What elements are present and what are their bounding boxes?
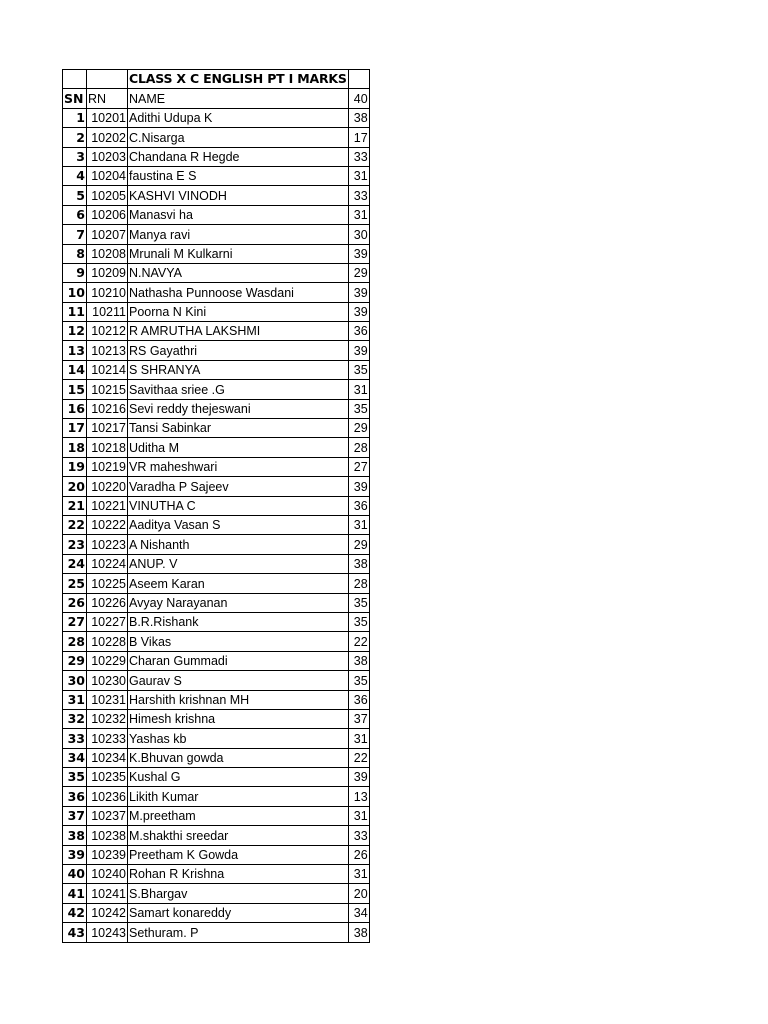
row-rn: 10206 <box>87 205 128 224</box>
table-row <box>63 399 370 418</box>
table-row <box>63 671 370 690</box>
row-sn: 37 <box>63 806 87 825</box>
row-marks: 29 <box>348 419 369 438</box>
row-rn: 10208 <box>87 244 128 263</box>
row-sn: 33 <box>63 729 87 748</box>
row-rn: 10226 <box>87 593 128 612</box>
row-sn: 14 <box>63 360 87 379</box>
row-marks: 31 <box>348 205 369 224</box>
row-rn: 10205 <box>87 186 128 205</box>
row-marks: 27 <box>348 457 369 476</box>
row-rn: 10203 <box>87 147 128 166</box>
title-row-sn-cell <box>63 70 87 89</box>
row-rn: 10215 <box>87 380 128 399</box>
row-name: Himesh krishna <box>128 709 349 728</box>
row-rn: 10217 <box>87 419 128 438</box>
row-name: Preetham K Gowda <box>128 845 349 864</box>
row-name: Gaurav S <box>128 671 349 690</box>
row-sn: 32 <box>63 709 87 728</box>
row-name: Mrunali M Kulkarni <box>128 244 349 263</box>
row-name: S.Bhargav <box>128 884 349 903</box>
row-name: K.Bhuvan gowda <box>128 748 349 767</box>
row-rn: 10239 <box>87 845 128 864</box>
row-marks: 26 <box>348 845 369 864</box>
table-row <box>63 574 370 593</box>
table-row <box>63 302 370 321</box>
row-marks: 28 <box>348 574 369 593</box>
row-sn: 36 <box>63 787 87 806</box>
row-sn: 18 <box>63 438 87 457</box>
row-marks: 20 <box>348 884 369 903</box>
row-sn: 16 <box>63 399 87 418</box>
row-marks: 31 <box>348 865 369 884</box>
row-name: Rohan R Krishna <box>128 865 349 884</box>
row-rn: 10213 <box>87 341 128 360</box>
row-marks: 28 <box>348 438 369 457</box>
row-sn: 11 <box>63 302 87 321</box>
row-sn: 26 <box>63 593 87 612</box>
table-row <box>63 612 370 631</box>
row-rn: 10210 <box>87 283 128 302</box>
row-sn: 5 <box>63 186 87 205</box>
row-marks: 33 <box>348 147 369 166</box>
row-name: ANUP. V <box>128 554 349 573</box>
table-row <box>63 768 370 787</box>
table-row <box>63 690 370 709</box>
row-name: VR maheshwari <box>128 457 349 476</box>
row-rn: 10224 <box>87 554 128 573</box>
row-sn: 42 <box>63 903 87 922</box>
row-marks: 30 <box>348 225 369 244</box>
row-marks: 39 <box>348 341 369 360</box>
row-marks: 34 <box>348 903 369 922</box>
row-name: B Vikas <box>128 632 349 651</box>
table-row <box>63 787 370 806</box>
table-row <box>63 341 370 360</box>
table-row <box>63 903 370 922</box>
row-sn: 9 <box>63 263 87 282</box>
table-row <box>63 923 370 942</box>
table-row <box>63 865 370 884</box>
marks-table <box>62 69 370 943</box>
row-sn: 3 <box>63 147 87 166</box>
table-row <box>63 186 370 205</box>
row-name: M.preetham <box>128 806 349 825</box>
row-name: RS Gayathri <box>128 341 349 360</box>
row-sn: 20 <box>63 477 87 496</box>
row-rn: 10209 <box>87 263 128 282</box>
row-sn: 10 <box>63 283 87 302</box>
row-rn: 10241 <box>87 884 128 903</box>
row-name: Savithaa sriee .G <box>128 380 349 399</box>
row-sn: 12 <box>63 322 87 341</box>
row-name: Chandana R Hegde <box>128 147 349 166</box>
row-rn: 10204 <box>87 166 128 185</box>
table-row <box>63 729 370 748</box>
row-sn: 40 <box>63 865 87 884</box>
title-row-rn-cell <box>87 70 128 89</box>
row-marks: 35 <box>348 612 369 631</box>
title-row <box>63 70 370 89</box>
row-rn: 10237 <box>87 806 128 825</box>
row-sn: 38 <box>63 826 87 845</box>
row-rn: 10234 <box>87 748 128 767</box>
row-rn: 10232 <box>87 709 128 728</box>
table-row <box>63 360 370 379</box>
table-row <box>63 515 370 534</box>
row-marks: 38 <box>348 651 369 670</box>
table-row <box>63 380 370 399</box>
row-rn: 10238 <box>87 826 128 845</box>
row-marks: 36 <box>348 496 369 515</box>
row-marks: 35 <box>348 360 369 379</box>
row-sn: 29 <box>63 651 87 670</box>
row-sn: 27 <box>63 612 87 631</box>
row-sn: 6 <box>63 205 87 224</box>
row-sn: 43 <box>63 923 87 942</box>
row-marks: 29 <box>348 263 369 282</box>
row-name: Uditha M <box>128 438 349 457</box>
row-sn: 23 <box>63 535 87 554</box>
row-marks: 31 <box>348 729 369 748</box>
table-row <box>63 748 370 767</box>
row-marks: 36 <box>348 690 369 709</box>
row-name: Likith Kumar <box>128 787 349 806</box>
table-row <box>63 322 370 341</box>
row-name: Varadha P Sajeev <box>128 477 349 496</box>
row-sn: 41 <box>63 884 87 903</box>
row-name: VINUTHA C <box>128 496 349 515</box>
row-sn: 35 <box>63 768 87 787</box>
table-row <box>63 244 370 263</box>
header-row <box>63 89 370 108</box>
row-rn: 10221 <box>87 496 128 515</box>
row-sn: 24 <box>63 554 87 573</box>
table-row <box>63 632 370 651</box>
row-name: Tansi Sabinkar <box>128 419 349 438</box>
table-row <box>63 166 370 185</box>
row-marks: 31 <box>348 806 369 825</box>
row-sn: 30 <box>63 671 87 690</box>
row-marks: 33 <box>348 186 369 205</box>
row-rn: 10220 <box>87 477 128 496</box>
row-marks: 31 <box>348 380 369 399</box>
table-row <box>63 225 370 244</box>
row-rn: 10228 <box>87 632 128 651</box>
row-marks: 38 <box>348 923 369 942</box>
row-rn: 10242 <box>87 903 128 922</box>
table-row <box>63 457 370 476</box>
row-rn: 10231 <box>87 690 128 709</box>
row-marks: 22 <box>348 632 369 651</box>
row-rn: 10243 <box>87 923 128 942</box>
row-marks: 31 <box>348 166 369 185</box>
row-rn: 10233 <box>87 729 128 748</box>
table-row <box>63 419 370 438</box>
row-sn: 39 <box>63 845 87 864</box>
table-row <box>63 806 370 825</box>
row-rn: 10214 <box>87 360 128 379</box>
row-name: faustina E S <box>128 166 349 185</box>
row-name: Sethuram. P <box>128 923 349 942</box>
row-name: Charan Gummadi <box>128 651 349 670</box>
row-name: Avyay Narayanan <box>128 593 349 612</box>
row-sn: 15 <box>63 380 87 399</box>
row-sn: 2 <box>63 128 87 147</box>
row-marks: 35 <box>348 399 369 418</box>
row-rn: 10201 <box>87 108 128 127</box>
row-sn: 4 <box>63 166 87 185</box>
row-marks: 31 <box>348 515 369 534</box>
table-row <box>63 826 370 845</box>
row-rn: 10218 <box>87 438 128 457</box>
row-name: KASHVI VINODH <box>128 186 349 205</box>
table-row <box>63 845 370 864</box>
row-sn: 1 <box>63 108 87 127</box>
row-sn: 34 <box>63 748 87 767</box>
row-marks: 22 <box>348 748 369 767</box>
row-marks: 39 <box>348 302 369 321</box>
row-marks: 36 <box>348 322 369 341</box>
row-sn: 31 <box>63 690 87 709</box>
row-marks: 39 <box>348 477 369 496</box>
row-rn: 10222 <box>87 515 128 534</box>
row-marks: 38 <box>348 554 369 573</box>
row-rn: 10236 <box>87 787 128 806</box>
row-marks: 38 <box>348 108 369 127</box>
table-row <box>63 128 370 147</box>
row-name: B.R.Rishank <box>128 612 349 631</box>
row-marks: 33 <box>348 826 369 845</box>
row-marks: 39 <box>348 283 369 302</box>
table-row <box>63 884 370 903</box>
row-rn: 10227 <box>87 612 128 631</box>
row-name: Kushal G <box>128 768 349 787</box>
row-marks: 39 <box>348 244 369 263</box>
row-sn: 21 <box>63 496 87 515</box>
row-marks: 29 <box>348 535 369 554</box>
header-name: NAME <box>128 89 349 108</box>
table-row <box>63 283 370 302</box>
row-name: S SHRANYA <box>128 360 349 379</box>
header-max-marks: 40 <box>348 89 369 108</box>
row-sn: 13 <box>63 341 87 360</box>
row-name: R AMRUTHA LAKSHMI <box>128 322 349 341</box>
row-sn: 17 <box>63 419 87 438</box>
table-row <box>63 593 370 612</box>
header-rn: RN <box>87 89 128 108</box>
row-sn: 7 <box>63 225 87 244</box>
row-name: Harshith krishnan MH <box>128 690 349 709</box>
table-row <box>63 709 370 728</box>
row-sn: 8 <box>63 244 87 263</box>
row-rn: 10223 <box>87 535 128 554</box>
row-rn: 10216 <box>87 399 128 418</box>
row-sn: 19 <box>63 457 87 476</box>
table-row <box>63 263 370 282</box>
row-rn: 10211 <box>87 302 128 321</box>
row-name: Aaditya Vasan S <box>128 515 349 534</box>
row-rn: 10240 <box>87 865 128 884</box>
row-marks: 35 <box>348 593 369 612</box>
row-rn: 10219 <box>87 457 128 476</box>
row-rn: 10235 <box>87 768 128 787</box>
row-name: A Nishanth <box>128 535 349 554</box>
row-name: Adithi Udupa K <box>128 108 349 127</box>
row-name: C.Nisarga <box>128 128 349 147</box>
table-row <box>63 477 370 496</box>
row-rn: 10225 <box>87 574 128 593</box>
row-marks: 17 <box>348 128 369 147</box>
row-rn: 10207 <box>87 225 128 244</box>
table-row <box>63 554 370 573</box>
row-name: Yashas kb <box>128 729 349 748</box>
row-marks: 13 <box>348 787 369 806</box>
row-name: Poorna N Kini <box>128 302 349 321</box>
table-row <box>63 147 370 166</box>
row-marks: 37 <box>348 709 369 728</box>
table-row <box>63 108 370 127</box>
table-row <box>63 205 370 224</box>
row-sn: 25 <box>63 574 87 593</box>
table-row <box>63 651 370 670</box>
row-name: M.shakthi sreedar <box>128 826 349 845</box>
row-name: Aseem Karan <box>128 574 349 593</box>
header-sn: SN <box>63 89 87 108</box>
row-sn: 28 <box>63 632 87 651</box>
table-row <box>63 535 370 554</box>
row-rn: 10229 <box>87 651 128 670</box>
table-row <box>63 438 370 457</box>
row-marks: 35 <box>348 671 369 690</box>
row-name: Nathasha Punnoose Wasdani <box>128 283 349 302</box>
row-name: N.NAVYA <box>128 263 349 282</box>
row-marks: 39 <box>348 768 369 787</box>
row-name: Manasvi ha <box>128 205 349 224</box>
title-row-marks-cell <box>348 70 369 89</box>
row-sn: 22 <box>63 515 87 534</box>
table-row <box>63 496 370 515</box>
row-rn: 10202 <box>87 128 128 147</box>
row-rn: 10230 <box>87 671 128 690</box>
row-name: Sevi reddy thejeswani <box>128 399 349 418</box>
sheet-title: CLASS X C ENGLISH PT I MARKS <box>128 70 349 89</box>
row-name: Manya ravi <box>128 225 349 244</box>
row-rn: 10212 <box>87 322 128 341</box>
marks-table-body <box>63 70 370 943</box>
row-name: Samart konareddy <box>128 903 349 922</box>
